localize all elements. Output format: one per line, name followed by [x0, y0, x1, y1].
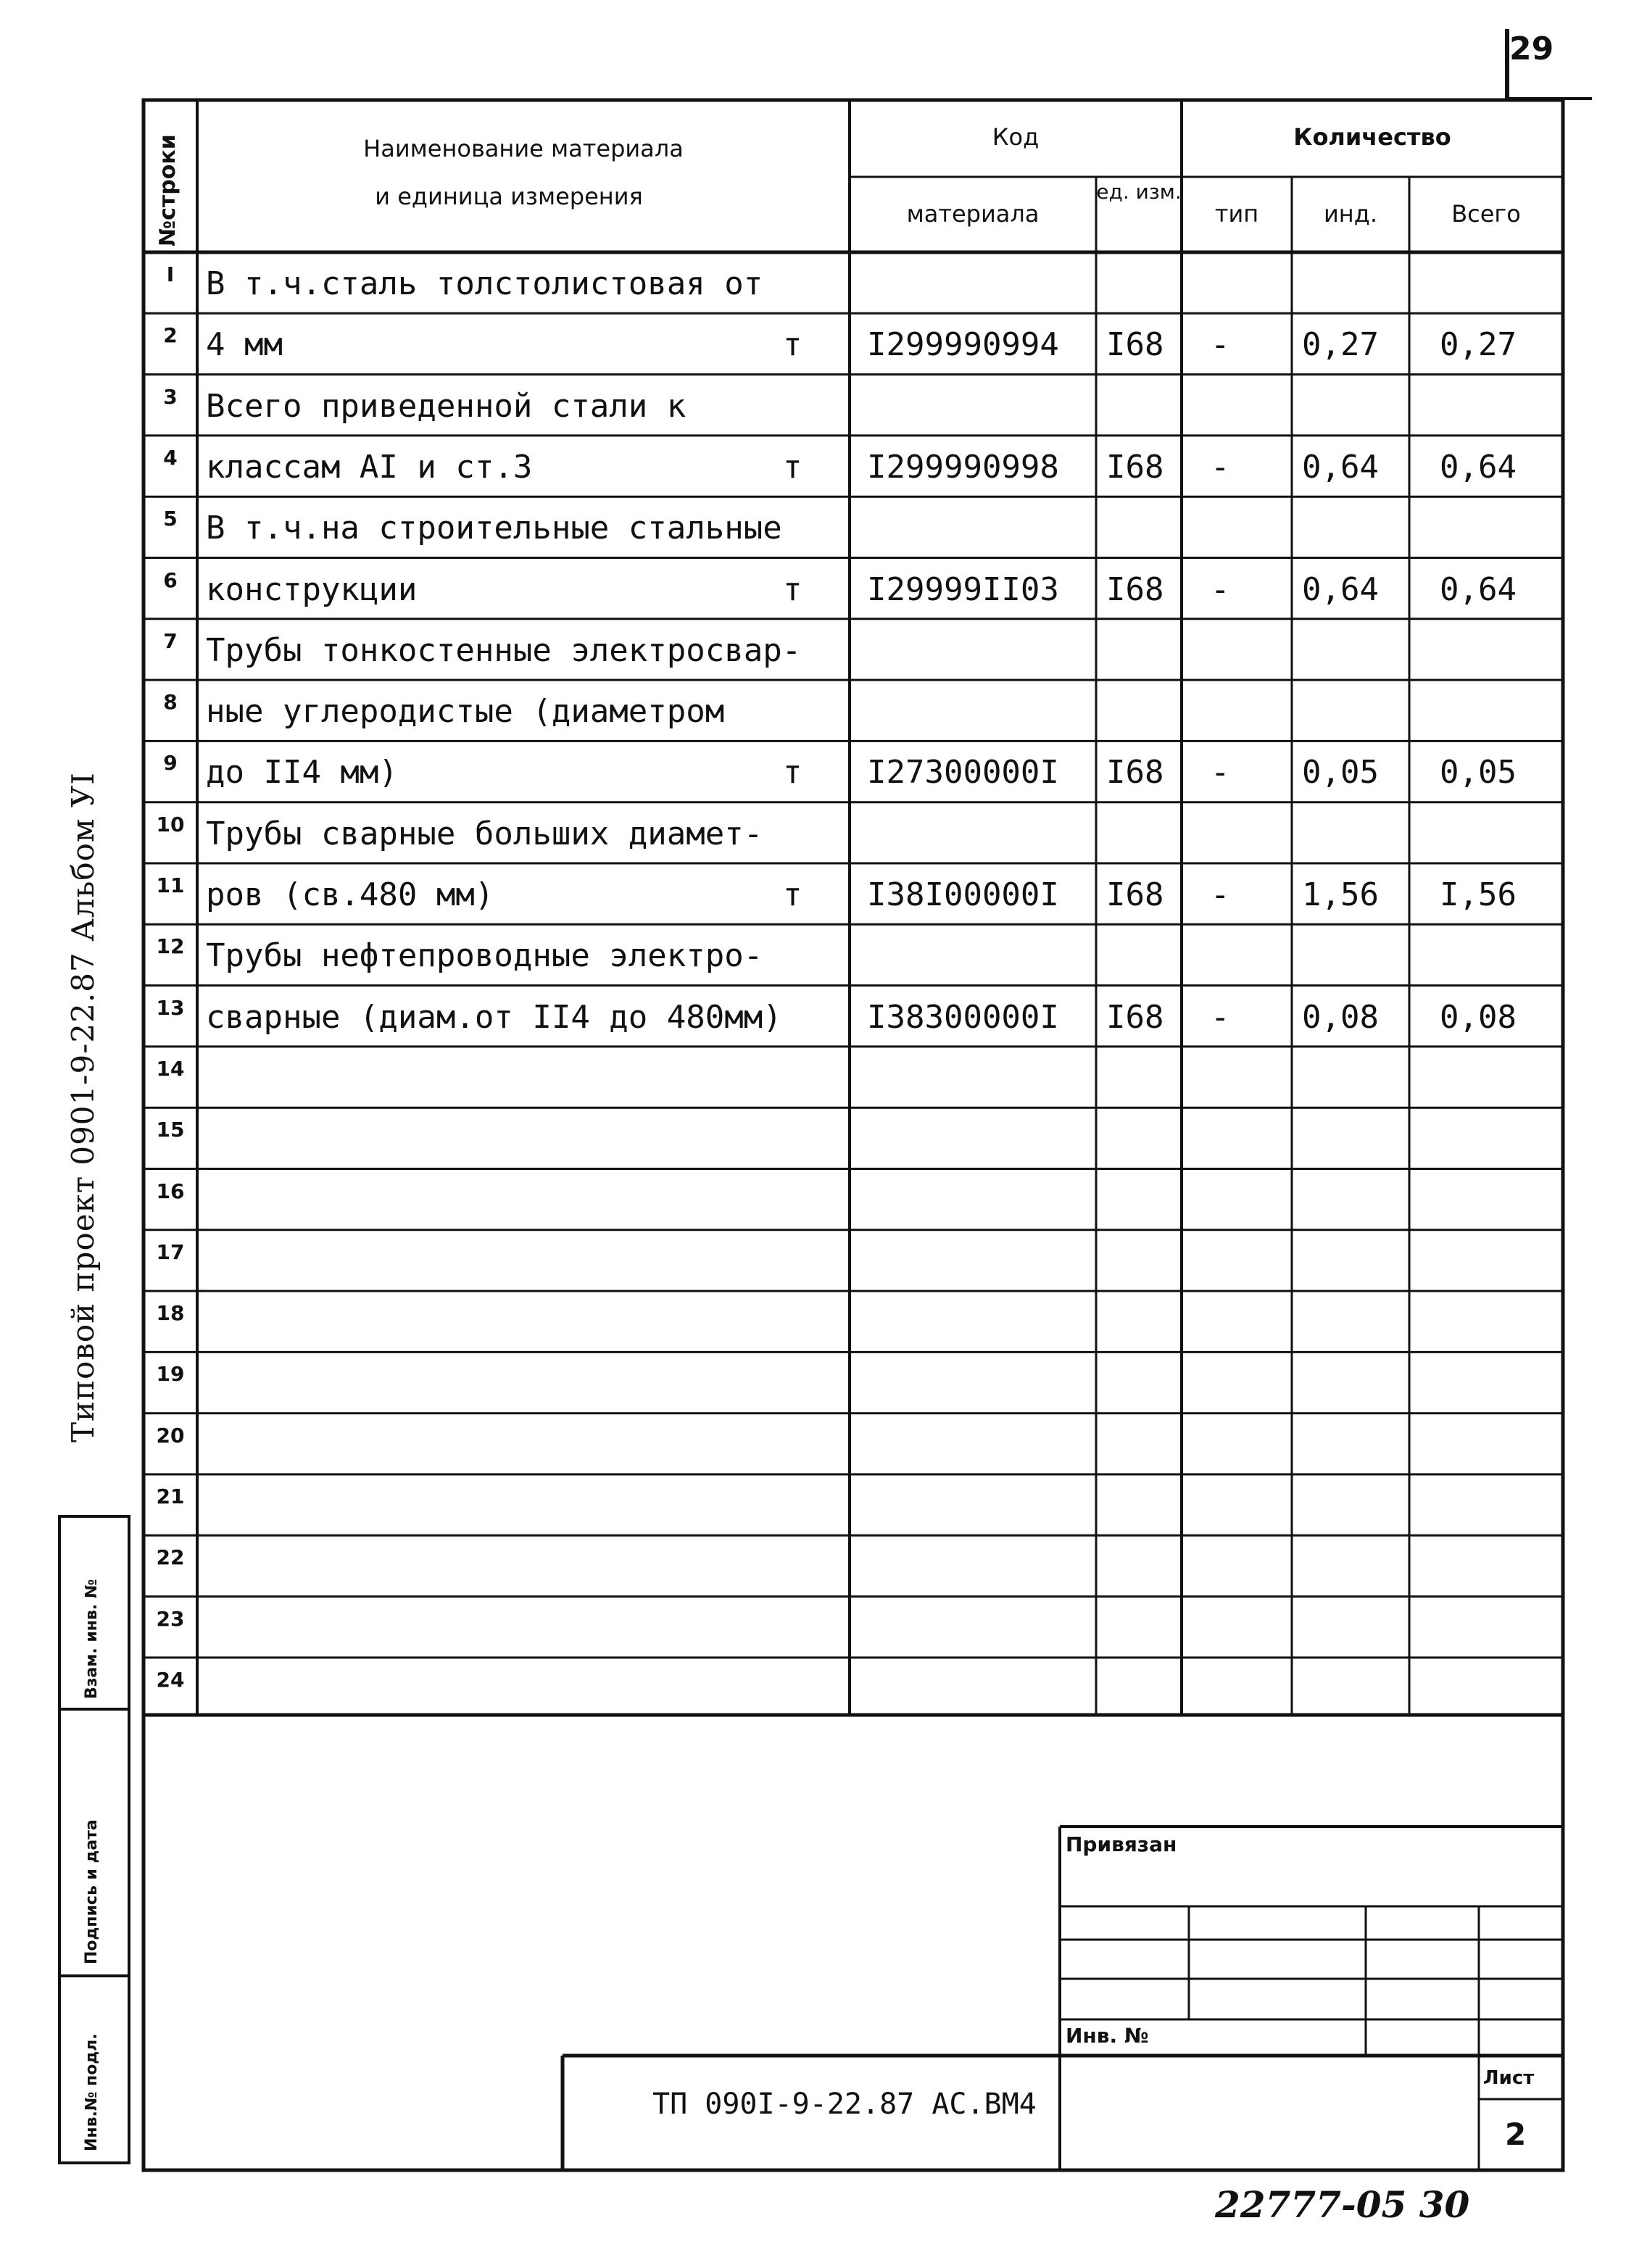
row-number: 21 [156, 1484, 185, 1508]
row-material-name: 4 мм [206, 326, 283, 364]
row-material-code: I27300000I [867, 754, 1059, 792]
stamp-privyazan: Привязан [1066, 1832, 1177, 1856]
row-number: 19 [156, 1362, 185, 1387]
row-material-name: ные углеродистые (диаметром [206, 693, 725, 731]
row-type: - [1211, 448, 1230, 486]
row-number: 20 [156, 1423, 185, 1447]
row-number: 15 [156, 1118, 185, 1142]
row-total: 0,27 [1440, 326, 1517, 364]
row-material-name: В т.ч.на строительные стальные [206, 510, 782, 547]
row-number: 10 [156, 812, 185, 836]
row-ind: 1,56 [1302, 876, 1379, 913]
row-unit-code: I68 [1106, 326, 1164, 364]
header-row-no-cell [142, 101, 200, 252]
row-number: 17 [156, 1239, 185, 1264]
side-label-inv: Инв.№ подл. [83, 2033, 101, 2151]
row-material-name: ров (св.480 мм) [206, 876, 494, 913]
row-total: 0,08 [1440, 998, 1517, 1036]
row-material-code: I38300000I [867, 998, 1059, 1036]
stamp-inv-no: Инв. № [1066, 2024, 1149, 2048]
row-number: 8 [163, 690, 178, 715]
side-label-vzam: Взам. инв. № [83, 1579, 101, 1699]
vertical-caption: Типовой проект 0901-9-22.87 Альбом УI [65, 772, 101, 1442]
row-material-name: до II4 мм) [206, 754, 398, 792]
row-material-name: В т.ч.сталь толстолистовая от [206, 265, 763, 302]
row-unit-letter: т [783, 570, 802, 608]
row-number: 18 [156, 1301, 185, 1326]
header-total: Всего [1451, 200, 1521, 228]
row-number: 3 [163, 384, 178, 409]
row-material-code: I299990994 [867, 326, 1059, 364]
row-number: 24 [156, 1667, 185, 1692]
header-code: Код [992, 123, 1040, 151]
header-quantity: Количество [1293, 123, 1451, 151]
header-name-line2: и единица измерения [375, 183, 643, 210]
row-number: 11 [156, 873, 185, 897]
row-type: - [1211, 754, 1230, 792]
row-number: 4 [163, 445, 178, 470]
row-unit-letter: т [783, 326, 802, 364]
row-unit-code: I68 [1106, 570, 1164, 608]
row-unit-code: I68 [1106, 448, 1164, 486]
row-number: 22 [156, 1545, 185, 1570]
row-unit-code: I68 [1106, 876, 1164, 913]
row-unit-code: I68 [1106, 754, 1164, 792]
stamp-list-label: Лист [1483, 2067, 1535, 2089]
row-material-name: Всего приведенной стали к [206, 387, 687, 425]
row-material-name: конструкции [206, 570, 418, 608]
row-number: 6 [163, 568, 178, 592]
row-material-name: сварные (диам.от II4 до 480мм) [206, 998, 782, 1036]
row-number: 7 [163, 628, 178, 653]
stamp-list-value: 2 [1505, 2117, 1527, 2152]
row-total: 0,64 [1440, 570, 1517, 608]
row-material-code: I299990998 [867, 448, 1059, 486]
row-material-name: Трубы нефтепроводные электро- [206, 937, 763, 975]
row-total: 0,05 [1440, 754, 1517, 792]
row-ind: 0,08 [1302, 998, 1379, 1036]
row-ind: 0,27 [1302, 326, 1379, 364]
row-number: 2 [163, 323, 178, 348]
row-ind: 0,64 [1302, 448, 1379, 486]
row-unit-letter: т [783, 448, 802, 486]
header-material: материала [906, 200, 1040, 228]
row-type: - [1211, 998, 1230, 1036]
stamp-doc-code: ТП 090I-9-22.87 АС.ВМ4 [652, 2088, 1037, 2121]
row-material-code: I29999II03 [867, 570, 1059, 608]
side-label-podpis: Подпись и дата [83, 1819, 101, 1964]
row-ind: 0,64 [1302, 570, 1379, 608]
row-ind: 0,05 [1302, 754, 1379, 792]
row-number: 5 [163, 507, 178, 531]
row-unit-letter: т [783, 876, 802, 913]
row-material-name: Трубы сварные больших диамет- [206, 815, 763, 852]
handwritten-inventory-number: 22777-05 30 [1215, 2183, 1470, 2226]
header-unit: ед. изм. [1096, 180, 1182, 204]
page-number: 29 [1509, 30, 1554, 67]
row-type: - [1211, 570, 1230, 608]
row-material-name: Трубы тонкостенные электросвар- [206, 631, 802, 669]
row-number: 12 [156, 934, 185, 959]
row-material-code: I38I00000I [867, 876, 1059, 913]
row-type: - [1211, 326, 1230, 364]
row-number: 23 [156, 1606, 185, 1631]
header-type: тип [1214, 200, 1259, 228]
row-number: 9 [163, 751, 178, 776]
row-material-name: классам АI и ст.3 [206, 448, 533, 486]
row-unit-code: I68 [1106, 998, 1164, 1036]
row-number: 16 [156, 1179, 185, 1203]
row-number: 13 [156, 995, 185, 1020]
row-number: 14 [156, 1056, 185, 1081]
header-name-line1: Наименование материала [363, 135, 684, 162]
row-total: I,56 [1440, 876, 1517, 913]
row-total: 0,64 [1440, 448, 1517, 486]
row-unit-letter: т [783, 754, 802, 792]
header-row-no: №строки [155, 134, 181, 246]
row-number: I [166, 262, 175, 286]
row-type: - [1211, 876, 1230, 913]
header-ind: инд. [1323, 200, 1377, 228]
